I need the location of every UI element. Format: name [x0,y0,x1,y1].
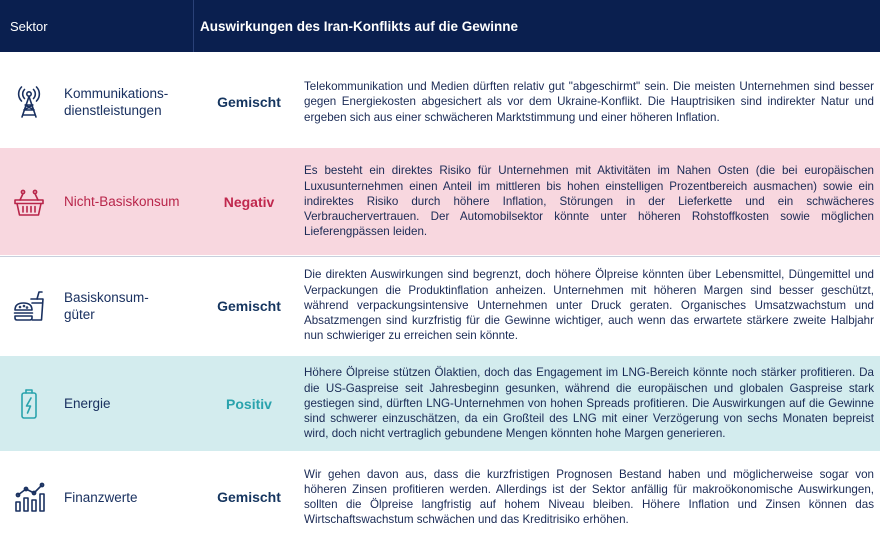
impact-description: Telekommunikation und Medien dürften relativ gut "abgeschirmt" sein. Die meisten Unternehmen sind besser gegen Energiekosten abgesichert als vor dem Ukraine-Konflikt. Die Hauptrisiken sind indirekter Natur und ergeben sich aus einer schwächeren Marktstimmung und einer höheren Inflation. [304,80,874,124]
sector-name: Nicht-Basiskonsum [64,194,180,209]
assessment-badge: Positiv [226,395,272,412]
assessment-badge: Gemischt [217,94,281,110]
sector-name: Energie [64,396,111,411]
assessment-badge: Negativ [223,193,275,210]
impact-column-header: Auswirkungen des Iran-Konflikts auf die Gewinne [200,18,519,34]
table-row-communication [0,58,880,146]
assessment-badge: Gemischt [217,489,281,505]
impact-description: Es besteht ein direktes Risiko für Unternehmen mit Aktivitäten im Nahen Osten (die bei europäischen Luxusunternehmen einen Anteil im mittleren bis hohen einstelligen Prozentbereich ausmachen) sowie ein indirektes Risiko durch höhere Inflation, Störungen in der Lieferkette und ein schwächeres Verbrauchervertrauen. Der Automobilsektor könnte unter höheren Rohstoffkosten sowie möglichen Lieferengpässen leiden. [304,164,874,239]
antenna-icon [0,85,58,119]
finance-chart-icon [0,480,58,514]
table-row-consumer-discretionary [0,148,880,255]
table-row-consumer-staples [0,259,880,352]
impact-description: Höhere Ölpreise stützen Ölaktien, doch das Engagement im LNG-Bereich könnte noch stärker profitieren. Da die US-Gaspreise seit Jahresbeginn gesunken, während die europäischen und globalen Gaspreise stark gestiegen sind, dürften LNG-Unternehmen von hohen Spreads profitieren. Die Auswirkungen auf die Gewinne sind schwerer einzuschätzen, da ein Großteil des LNG mit einer Verzögerung von sechs Monaten bepreist wird, doch nicht vertraglich gebundene Mengen könnten hohe Margen generieren. [304,366,874,441]
impact-description: Wir gehen davon aus, dass die kurzfristigen Prognosen Bestand haben und möglicherweise sogar von höheren Zinsen profitieren werden. Allerdings ist der Sektor anfällig für makroökonomische Auswirkungen, sollten die Ölpreise langfristig auf hohem Niveau bleiben. Höhere Inflation und Zinsen können das Wirtschaftswachstum schwächen und das Kreditrisiko erhöhen. [304,467,874,527]
table-header [0,0,880,52]
shopping-basket-icon [0,185,58,219]
impact-description: Die direkten Auswirkungen sind begrenzt, doch höhere Ölpreise könnten über Lebensmittel, Düngemittel und Verpackungen die Produktinflation anheizen. Unternehmen mit höheren Margen sind besser geschützt, während verpackungsintensive Unternehmen unter Druck geraten. Organisches Umsatzwachstum und Absatzmengen sind kurzfristig für die Gewinne wichtiger, auch wenn das erwartete stärkere zweite Halbjahr nun schwieriger zu erreichen sein könnte. [304,268,874,343]
assessment-badge: Gemischt [217,297,281,314]
row-divider [0,256,880,257]
sector-name: Finanzwerte [64,489,138,505]
sector-name: Kommunikations- dienstleistungen [64,86,169,118]
table-row-financials [0,458,880,536]
sector-column-header: Sektor [0,0,194,52]
sector-name: Basiskonsum- güter [64,289,149,322]
food-drink-icon [0,289,58,323]
table-row-energy [0,356,880,451]
battery-energy-icon [0,387,58,421]
